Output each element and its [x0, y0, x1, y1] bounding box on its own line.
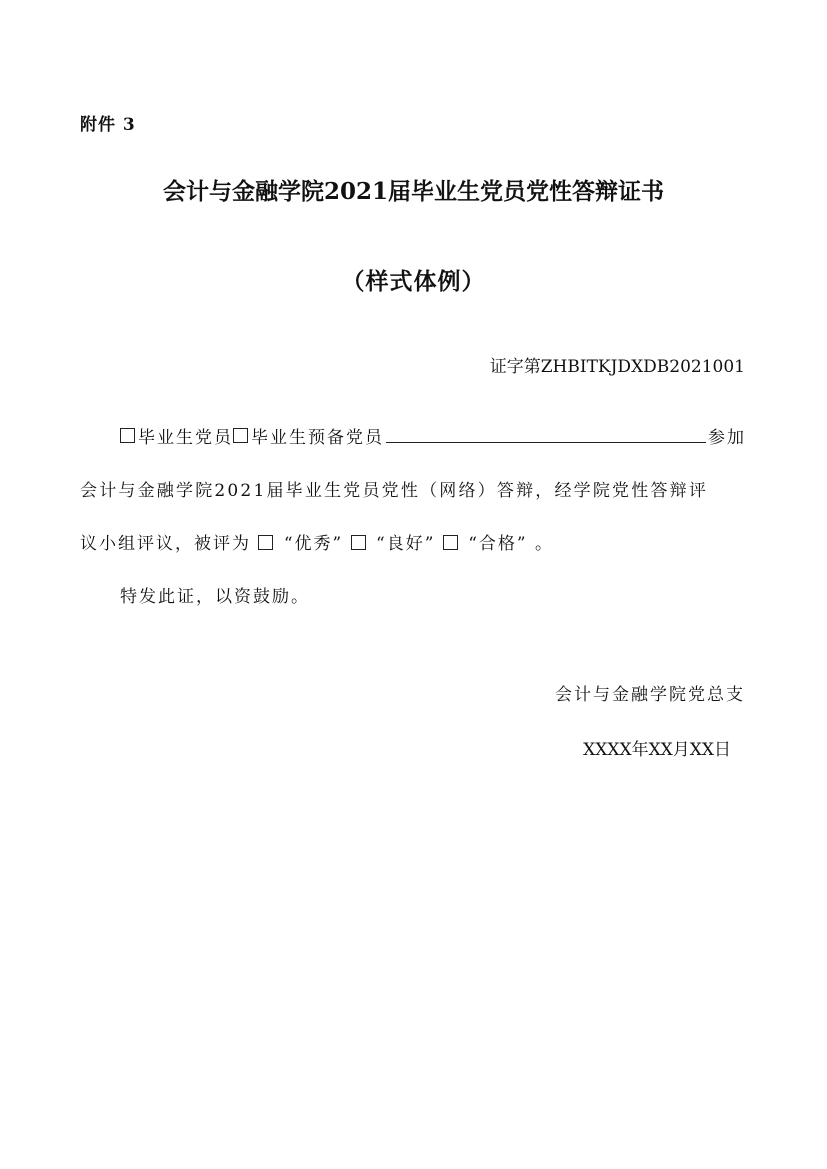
certificate-body: [80, 412, 746, 624]
line3-end: 。: [535, 534, 555, 554]
issue-date: XXXX年XX月XX日: [583, 740, 731, 760]
option-probationary-member-label: 毕业生预备党员: [251, 428, 384, 448]
option-full-member-label: 毕业生党员: [138, 428, 233, 448]
checkbox-rating-good[interactable]: [351, 535, 366, 550]
name-blank-line[interactable]: [386, 420, 706, 443]
body-line-3: [80, 518, 746, 571]
line3-prefix: 议小组评议，被评为: [80, 534, 251, 554]
rating-excellent-label: “优秀”: [283, 534, 344, 554]
page-title: 会计与金融学院2021届毕业生党员党性答辩证书: [162, 178, 664, 205]
attachment-label: 附件 3: [80, 115, 136, 135]
checkbox-full-member[interactable]: [120, 428, 135, 443]
certificate-number: 证字第ZHBITKJDXDB2021001: [489, 357, 745, 377]
checkbox-probationary-member[interactable]: [233, 428, 248, 443]
page-subtitle: （样式体例）: [341, 268, 486, 295]
issuer-signature: 会计与金融学院党总支: [555, 685, 745, 705]
body-line-2: 会计与金融学院2021届毕业生党员党性（网络）答辩，经学院党性答辩评: [80, 481, 709, 501]
checkbox-rating-pass[interactable]: [443, 535, 458, 550]
line1-end-text: 参加: [708, 428, 746, 448]
rating-pass-label: “合格”: [468, 534, 528, 554]
rating-good-label: “良好”: [376, 534, 436, 554]
body-line-1: [80, 412, 746, 465]
body-line-4: 特发此证，以资鼓励。: [120, 587, 310, 607]
checkbox-rating-excellent[interactable]: [258, 535, 273, 550]
